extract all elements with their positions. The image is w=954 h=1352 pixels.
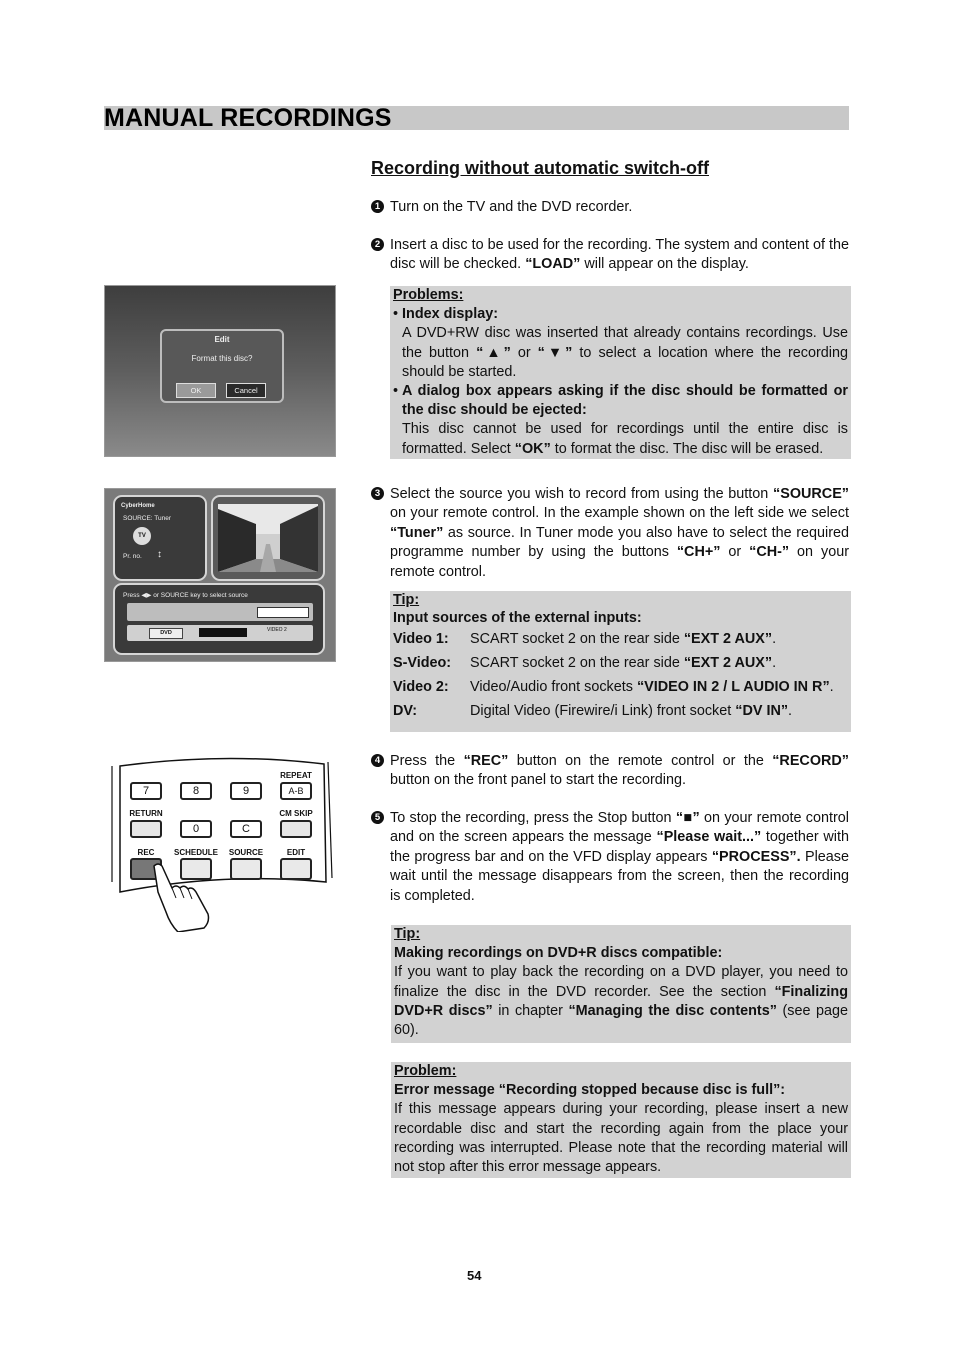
step-number: 4 [371, 754, 384, 767]
key-0[interactable]: 0 [180, 820, 212, 838]
ok-button[interactable]: OK [176, 383, 216, 398]
programme-number-label: Pr. no. [123, 553, 142, 560]
problem-heading: Problem: [394, 1063, 457, 1079]
page-number: 54 [467, 1268, 482, 1283]
step-number: 2 [371, 238, 384, 251]
input-row [393, 676, 848, 700]
problem-item-text: A DVD+RW disc was inserted that already contains recordings. Use the button [402, 325, 848, 361]
source-label: SOURCE [228, 848, 264, 857]
vfd-display [199, 628, 247, 637]
return-button[interactable] [130, 820, 162, 838]
problem-item-title: Index display: [402, 306, 499, 323]
tv-preview-panel [211, 495, 325, 581]
tip-text: If you want to play back the recording on a DVD player, you need to finalize the disc in the DVD recorder. See the section [394, 964, 848, 1000]
step-text: button on the front panel to start the recording. [390, 772, 686, 789]
tip-bold: “Managing the disc contents” [568, 1002, 777, 1019]
edit-label: EDIT [286, 848, 306, 857]
source-hint: Press ◀▶ or SOURCE key to select source [123, 592, 248, 599]
source-bar-panel [113, 583, 325, 655]
problems-box [390, 286, 851, 459]
edit-dialog [160, 329, 284, 403]
input-text: SCART socket 2 on the rear side [470, 655, 684, 672]
step-bold: “RECORD” [772, 753, 849, 769]
ab-repeat-button[interactable]: A-B [280, 782, 312, 800]
step-text: or [720, 544, 750, 561]
step-bold: “PROCESS”. [711, 848, 801, 865]
input-label: S-Video: [393, 655, 452, 672]
page-title: MANUAL RECORDINGS [104, 104, 392, 132]
cancel-button[interactable]: Cancel [226, 383, 266, 398]
step-number: 3 [371, 487, 384, 500]
step-bold: “CH+” [676, 544, 721, 561]
repeat-label: REPEAT [280, 771, 312, 780]
problem-item-text: or [510, 344, 538, 361]
brand-logo: CyberHome [121, 503, 155, 509]
step-text: together with the progress bar and on the VFD display appears [390, 829, 849, 865]
step-3 [371, 485, 849, 582]
remote-control-illustration [104, 752, 336, 932]
problems-heading: Problems: [393, 287, 464, 303]
step-text: on your remote control. [390, 544, 850, 580]
source-selection-screenshot [104, 488, 336, 662]
tip-box-dvdr [391, 925, 851, 1043]
dialog-message: Format this disc? [191, 354, 253, 363]
step-bold: “SOURCE” [773, 486, 849, 502]
problem-item-text: to format the disc. The disc will be erased. [550, 440, 824, 457]
step-4 [371, 752, 849, 791]
source-button[interactable] [230, 858, 262, 880]
step-bold: “CH-” [749, 544, 790, 561]
step-text: on your remote control and on the screen appears the message [390, 810, 849, 846]
recorder-front-panel [127, 603, 313, 621]
up-arrow-key: “▲” [476, 344, 511, 361]
input-row [393, 700, 848, 724]
source-info-panel [113, 495, 207, 581]
ok-key: “OK” [514, 440, 551, 457]
input-socket: “EXT 2 AUX” [683, 655, 773, 672]
step-text: button on the remote control or the [508, 753, 773, 769]
input-row [393, 628, 848, 652]
input-punct: . [788, 703, 793, 720]
edit-button[interactable] [280, 858, 312, 880]
problem-box-disc-full [391, 1062, 851, 1178]
cm-skip-label: CM SKIP [279, 809, 313, 818]
input-row [393, 652, 848, 676]
down-arrow-key: “▼” [537, 344, 573, 361]
page-title-bar [104, 106, 849, 130]
step-bold: “LOAD” [525, 256, 581, 273]
tip-text: (see page 60). [394, 1002, 848, 1039]
tip-heading: Tip: [394, 926, 421, 942]
problem-item-title: A dialog box appears asking if the disc should be formatted or the disc should be ejected: [402, 383, 848, 419]
problem-subheading: Error message “Recording stopped because disc is full”: [394, 1082, 786, 1099]
bullet: • [393, 383, 403, 400]
input-text: Video/Audio front sockets [470, 679, 637, 696]
key-clear[interactable]: C [230, 820, 262, 838]
stop-symbol: “■” [675, 810, 700, 826]
arrow-icon: ↕ [157, 549, 162, 560]
front-display [257, 607, 309, 618]
vfd-label: VIDEO 2 [267, 627, 287, 633]
step-text: To stop the recording, press the Stop button [390, 810, 676, 826]
dialog-title: Edit [214, 335, 230, 344]
bullet: • [393, 306, 403, 323]
step-text: as source. In Tuner mode you also have to select the required programme number by using the buttons [390, 524, 849, 561]
step-number: 1 [371, 200, 384, 213]
tip-text: in chapter [492, 1002, 569, 1019]
step-5 [371, 809, 849, 906]
input-socket: “DV IN” [735, 703, 789, 720]
step-text: Select the source you wish to record from using the button [390, 486, 774, 502]
source-label: SOURCE: Tuner [123, 515, 172, 522]
input-socket: “VIDEO IN 2 / L AUDIO IN R” [636, 679, 830, 696]
input-socket: “EXT 2 AUX” [683, 631, 773, 648]
step-text: will appear on the display. [580, 256, 749, 273]
key-8[interactable]: 8 [180, 782, 212, 800]
tv-icon: TV [133, 527, 151, 545]
problem-text: If this message appears during your recording, please insert a new recordable disc and start the recording again from the place your recording was interrupted. Please note that the recording material will not stop after this error message appears. [394, 1101, 848, 1176]
recorder-body [127, 625, 313, 641]
tip-subheading: Input sources of the external inputs: [393, 610, 642, 626]
format-dialog-screenshot [104, 285, 336, 457]
pointing-hand-icon [148, 862, 218, 932]
input-punct: . [829, 679, 834, 696]
step-text: Turn on the TV and the DVD recorder. [390, 199, 633, 215]
road-image [218, 504, 318, 572]
step-number: 5 [371, 811, 384, 824]
input-label: Video 1: [393, 631, 449, 648]
step-2 [371, 236, 849, 275]
input-text: Digital Video (Firewire/i Link) front socket [470, 703, 736, 720]
problem-item-text: This disc cannot be used for recordings until the entire disc is formatted. Select [402, 421, 848, 457]
tip-box-inputs [390, 591, 851, 732]
step-text: Insert a disc to be used for the recording. The system and content of the disc will be checked. [390, 237, 849, 273]
step-bold: “REC” [463, 753, 509, 769]
return-label: RETURN [129, 809, 163, 818]
input-punct: . [772, 655, 777, 672]
section-title: Recording without automatic switch-off [371, 158, 709, 178]
step-bold: “Please wait...” [656, 829, 762, 846]
input-label: Video 2: [393, 679, 449, 696]
step-text: Please wait until the message disappears from the screen, then the recording is completed. [390, 848, 849, 904]
problem-item-text: to select a location where the recording should be started. [402, 344, 848, 380]
cm-skip-button[interactable] [280, 820, 312, 838]
tip-heading: Tip: [393, 592, 420, 608]
dvd-tray: DVD [149, 628, 183, 639]
schedule-label: SCHEDULE [173, 848, 218, 857]
step-text: Press the [390, 753, 464, 769]
step-1 [371, 198, 849, 217]
input-label: DV: [393, 703, 417, 720]
rec-label: REC [137, 848, 155, 857]
input-text: SCART socket 2 on the rear side [470, 631, 684, 648]
key-9[interactable]: 9 [230, 782, 262, 800]
step-text: on your remote control. In the example shown on the left side we select [390, 505, 849, 522]
tip-subheading: Making recordings on DVD+R discs compatible: [394, 945, 723, 962]
tip-bold: “Finalizing DVD+R discs” [394, 983, 848, 1019]
step-bold: “Tuner” [390, 524, 444, 541]
input-punct: . [772, 631, 777, 648]
key-7[interactable]: 7 [130, 782, 162, 800]
